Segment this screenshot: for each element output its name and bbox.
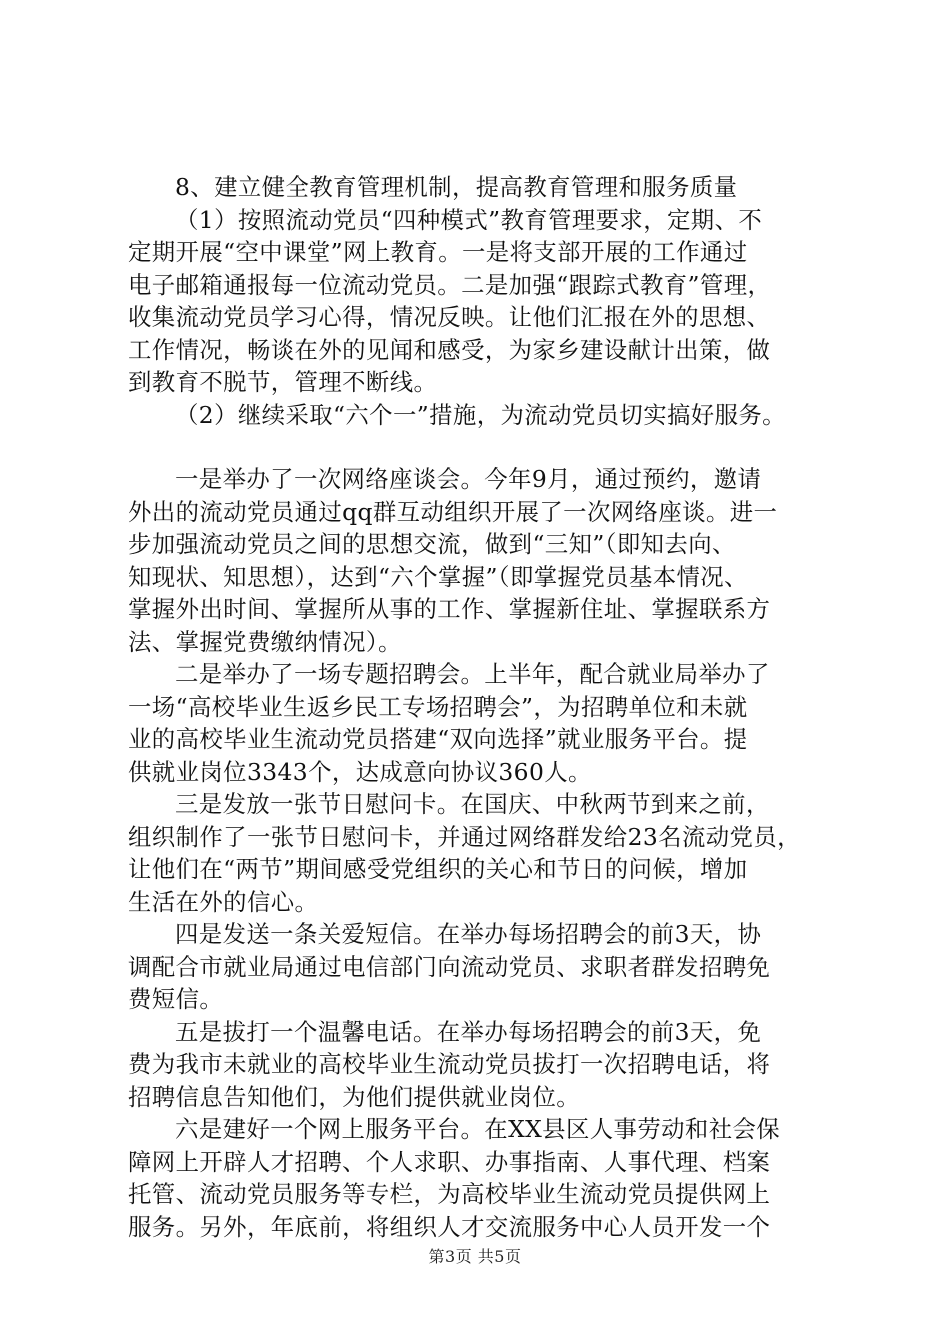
paragraph-line: （2）继续采取“六个一”措施，为流动党员切实搞好服务。 xyxy=(175,400,786,429)
paragraph-line: 费短信。 xyxy=(128,985,224,1013)
paragraph-line: 费为我市未就业的高校毕业生流动党员拔打一次招聘电话，将 xyxy=(128,1050,771,1078)
paragraph-line: 招聘信息告知他们，为他们提供就业岗位。 xyxy=(128,1082,581,1111)
paragraph-line: （1）按照流动党员“四种模式”教育管理要求，定期、不 xyxy=(175,205,763,234)
paragraph-line: 掌握外出时间、掌握所从事的工作、掌握新住址、掌握联系方 xyxy=(128,595,771,623)
paragraph-2 xyxy=(128,399,832,432)
paragraph-5 xyxy=(128,788,832,918)
paragraph-line: 组织制作了一张节日慰问卡，并通过网络群发给23名流动党员， xyxy=(128,822,801,851)
paragraph-1 xyxy=(128,204,832,399)
paragraph-line: 一场“高校毕业生返乡民工专场招聘会”，为招聘单位和未就 xyxy=(128,692,748,721)
paragraph-line: 步加强流动党员之间的思想交流，做到“三知”（即知去向、 xyxy=(128,530,736,558)
paragraph-line: 让他们在“两节”期间感受党组织的关心和节日的问候，增加 xyxy=(128,855,748,883)
paragraph-line: 外出的流动党员通过qq群互动组织开展了一次网络座谈。进一 xyxy=(128,497,778,526)
paragraph-line: 服务。另外，年底前，将组织人才交流服务中心人员开发一个 xyxy=(128,1212,771,1241)
paragraph-line: 三是发放一张节日慰问卡。在国庆、中秋两节到来之前， xyxy=(175,790,770,818)
paragraph-line: 调配合市就业局通过电信部门向流动党员、求职者群发招聘免 xyxy=(128,952,771,981)
paragraph-line: 供就业岗位3343个，达成意向协议360人。 xyxy=(128,757,592,786)
paragraph-gap xyxy=(128,431,832,463)
paragraph-3 xyxy=(128,463,832,658)
paragraph-line: 四是发送一条关爱短信。在举办每场招聘会的前3天，协 xyxy=(175,920,762,948)
paragraph-line: 法、掌握党费缴纳情况）。 xyxy=(128,627,402,656)
page-number-footer: 第3页 共5页 xyxy=(428,1247,522,1266)
paragraph-line: 一是举办了一次网络座谈会。今年9月，通过预约，邀请 xyxy=(175,465,762,493)
paragraph-line: 电子邮箱通报每一位流动党员。二是加强“跟踪式教育”管理， xyxy=(128,270,772,299)
paragraph-line: 定期开展“空中课堂”网上教育。一是将支部开展的工作通过 xyxy=(128,238,748,266)
paragraph-8 xyxy=(128,1113,832,1243)
paragraph-6 xyxy=(128,918,832,1016)
paragraph-7 xyxy=(128,1016,832,1114)
paragraph-line: 收集流动党员学习心得，情况反映。让他们汇报在外的思想、 xyxy=(128,303,771,331)
document-body xyxy=(128,171,832,1243)
paragraph-line: 生活在外的信心。 xyxy=(128,887,319,916)
paragraph-line: 工作情况，畅谈在外的见闻和感受，为家乡建设献计出策，做 xyxy=(128,335,771,364)
paragraph-line: 托管、流动党员服务等专栏，为高校毕业生流动党员提供网上 xyxy=(128,1180,771,1208)
paragraph-line: 六是建好一个网上服务平台。在XX县区人事劳动和社会保 xyxy=(175,1115,781,1143)
paragraph-line: 业的高校毕业生流动党员搭建“双向选择”就业服务平台。提 xyxy=(128,725,748,753)
paragraph-line: 到教育不脱节，管理不断线。 xyxy=(128,368,438,396)
paragraph-line: 五是拔打一个温馨电话。在举办每场招聘会的前3天，免 xyxy=(175,1017,762,1046)
paragraph-4 xyxy=(128,658,832,788)
paragraph-line: 知现状、知思想），达到“六个掌握”（即掌握党员基本情况、 xyxy=(128,562,748,591)
paragraph-line: 二是举办了一场专题招聘会。上半年，配合就业局举办了 xyxy=(175,660,770,688)
section-heading: 8、建立健全教育管理机制，提高教育管理和服务质量 xyxy=(175,173,738,201)
paragraph-line: 障网上开辟人才招聘、个人求职、办事指南、人事代理、档案 xyxy=(128,1147,771,1176)
